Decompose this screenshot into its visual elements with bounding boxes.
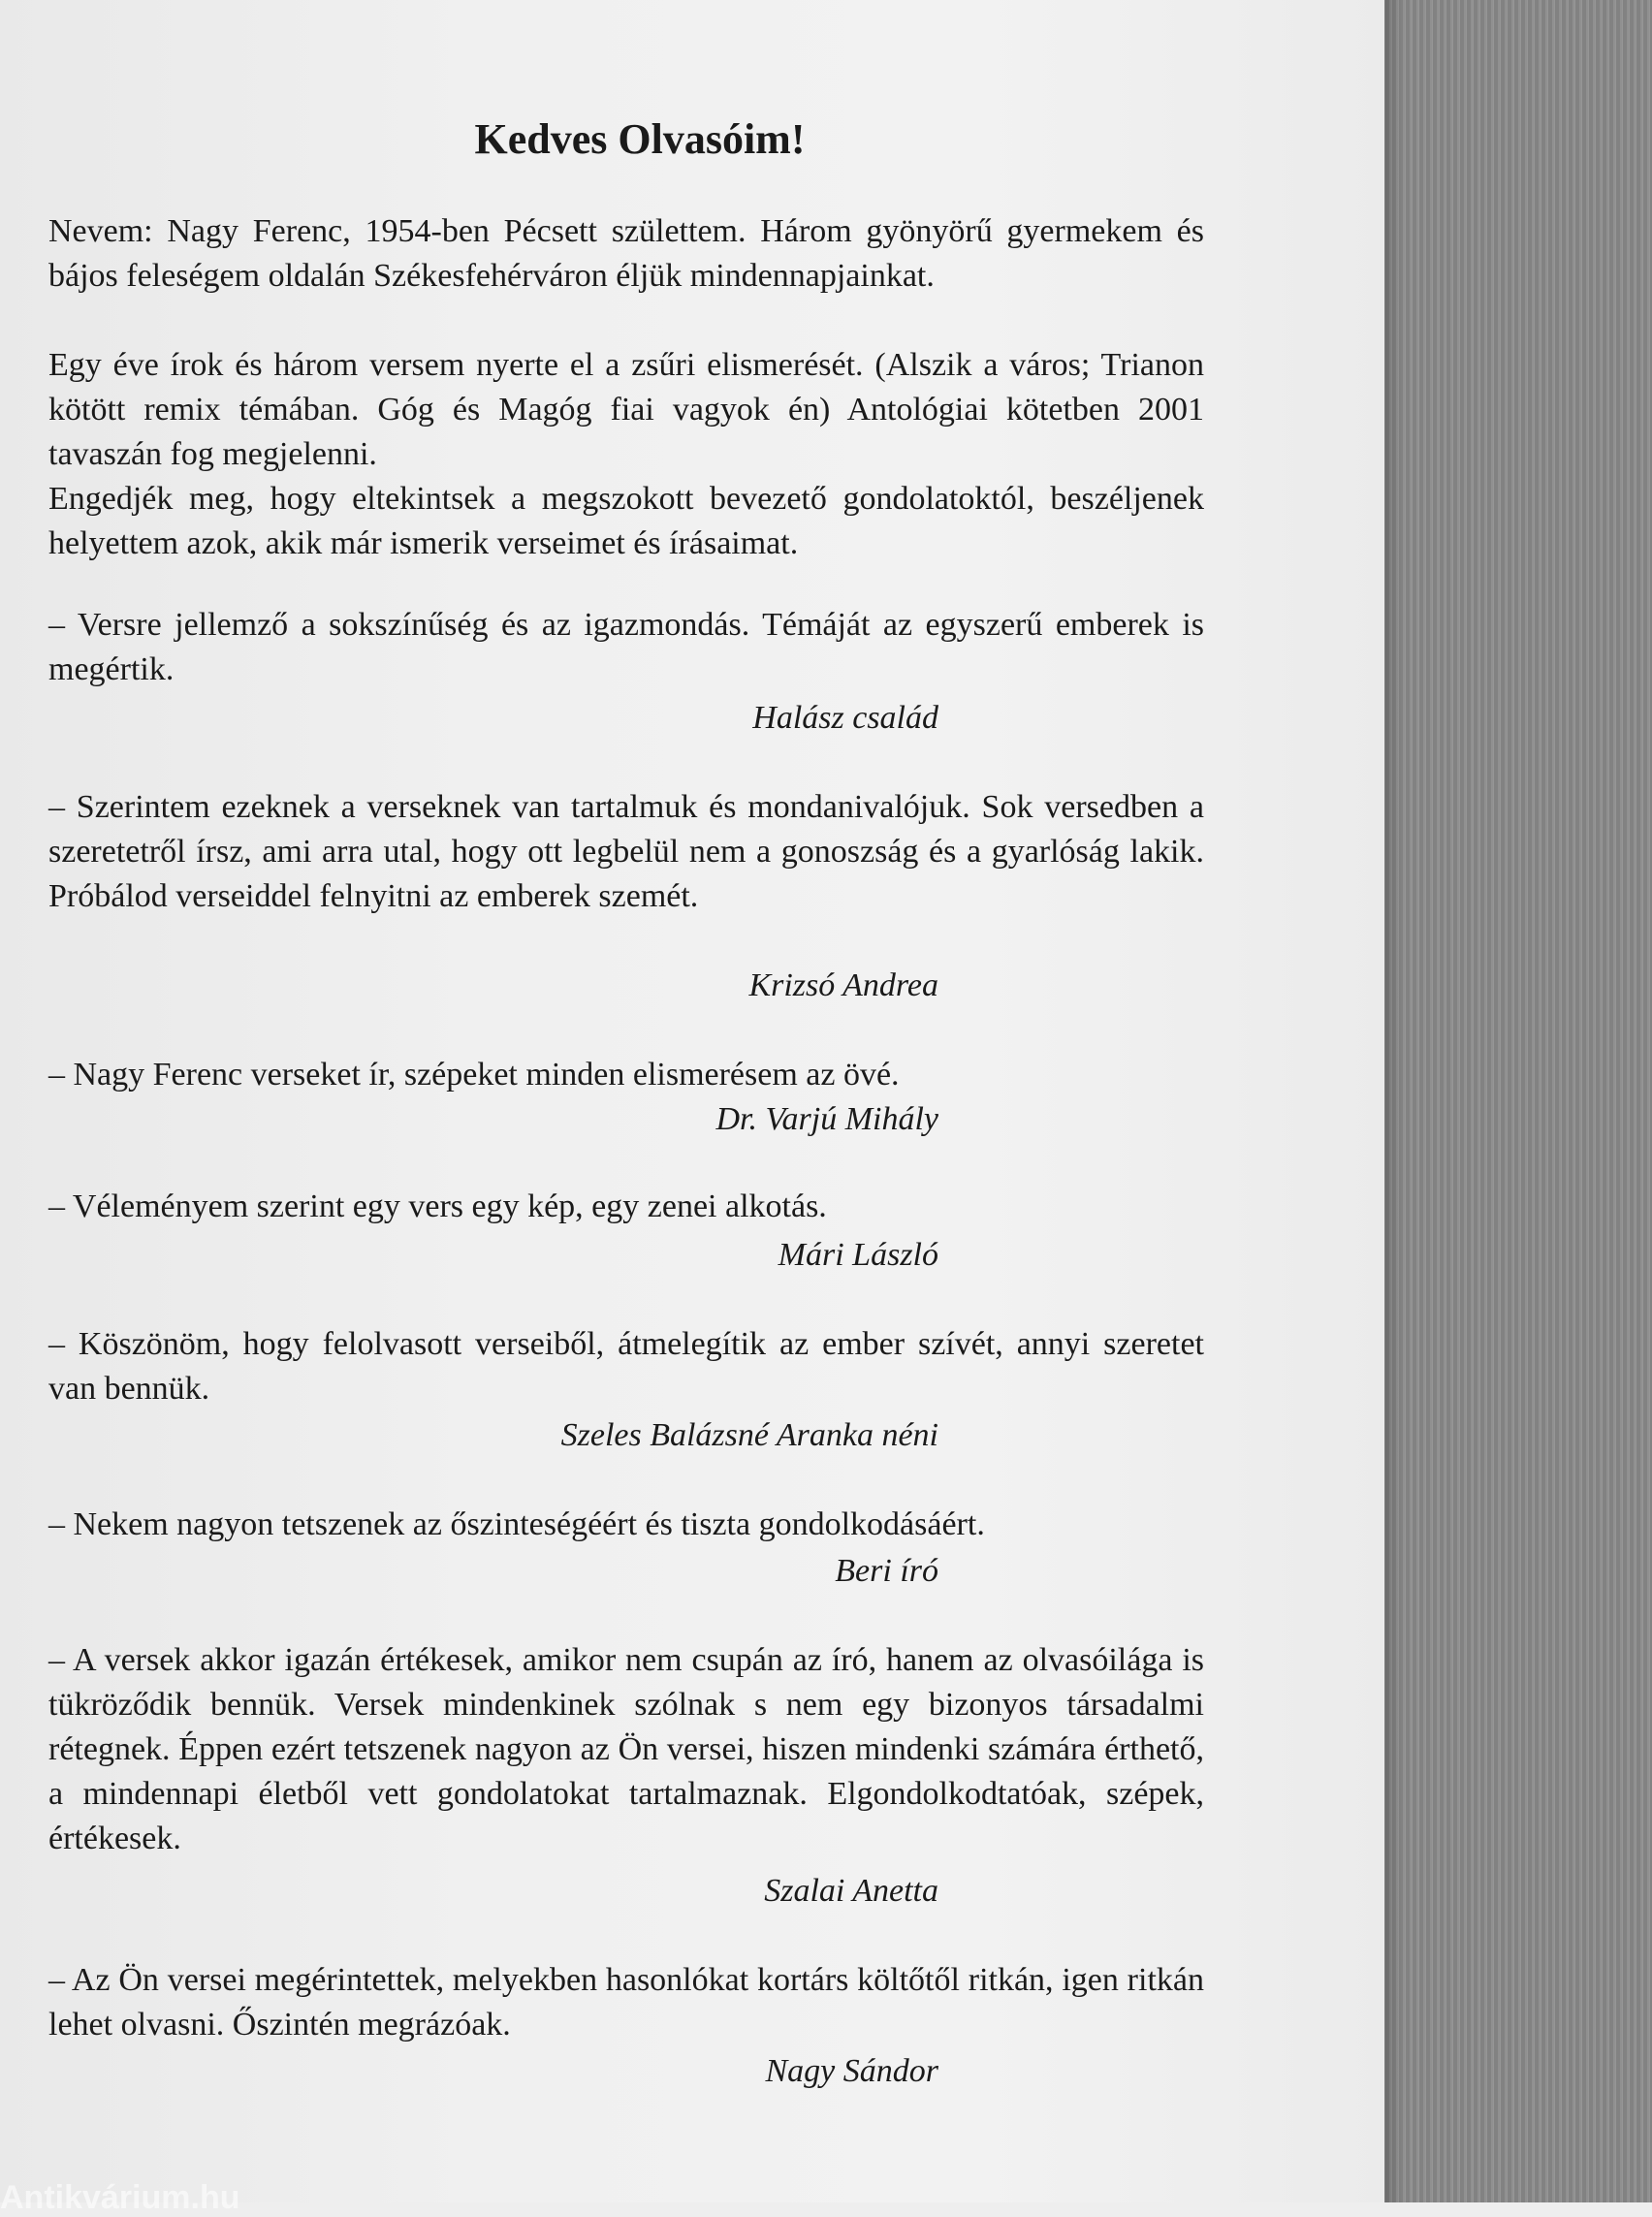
page-title: Kedves Olvasóim! xyxy=(474,115,806,163)
quote-text: – Versre jellemző a sokszínűség és az igazmondás. Témáját az egyszerű emberek is megértik. xyxy=(48,607,1204,687)
quote-author: Mári László xyxy=(778,1237,938,1273)
quote-author: Szalai Anetta xyxy=(764,1873,938,1909)
quote-text: – Nagy Ferenc verseket ír, szépeket minden elismerésem az övé. xyxy=(48,1057,900,1093)
quote-text: – Nekem nagyon tetszenek az őszinteségéért és tiszta gondolkodásáért. xyxy=(48,1506,985,1542)
quote-text: – Véleményem szerint egy vers egy kép, egy zenei alkotás. xyxy=(48,1188,827,1224)
quote-text: – Az Ön versei megérintettek, melyekben hasonlókat kortárs költőtől ritkán, igen ritkán lehet olvasni. Őszintén megrázóak. xyxy=(48,1962,1204,2043)
quote-author: Krizsó Andrea xyxy=(748,967,938,1003)
quote-text: – Köszönöm, hogy felolvasott verseiből, átmelegítik az ember szívét, annyi szeretet van bennük. xyxy=(48,1326,1204,1407)
quote-author: Beri író xyxy=(835,1553,938,1589)
quote-author: Szeles Balázsné Aranka néni xyxy=(560,1417,938,1453)
quote-author: Nagy Sándor xyxy=(765,2053,938,2089)
intro-paragraph-1: Nevem: Nagy Ferenc, 1954-ben Pécsett születtem. Három gyönyörű gyermekem és bájos feleségem oldalán Székesfehérváron éljük mindennapjainkat. xyxy=(48,213,1204,294)
watermark-text: Antikvárium.hu xyxy=(0,2179,240,2216)
intro-paragraph-3: Engedjék meg, hogy eltekintsek a megszokott bevezető gondolatoktól, beszéljenek helyettem azok, akik már ismerik verseimet és írásaimat. xyxy=(48,481,1204,561)
background-surface xyxy=(1384,0,1652,2202)
quote-author: Halász család xyxy=(752,700,938,736)
quote-text: – Szerintem ezeknek a verseknek van tartalmuk és mondanivalójuk. Sok versedben a szeretetről írsz, ami arra utal, hogy ott legbelül nem a gonoszság és a gyarlóság lakik. Próbálod verseiddel felnyitni az emberek szemét. xyxy=(48,789,1204,914)
quote-text: – A versek akkor igazán értékesek, amikor nem csupán az író, hanem az olvasóilága is tükröződik bennük. Versek mindenkinek szólnak s nem egy bizonyos társadalmi rétegnek. Éppen ezért tetszenek nagyon az Ön versei, hiszen mindenki számára érthető, a mindennapi életből vett gondolatokat tartalmaznak. Elgondolkodtatóak, szépek, értékesek. xyxy=(48,1642,1204,1856)
quote-author: Dr. Varjú Mihály xyxy=(715,1101,938,1137)
intro-paragraph-2: Egy éve írok és három versem nyerte el a zsűri elismerését. (Alszik a város; Trianon kötött remix témában. Góg és Magóg fiai vagyok én) Antológiai kötetben 2001 tavaszán fog megjelenni. xyxy=(48,347,1204,472)
